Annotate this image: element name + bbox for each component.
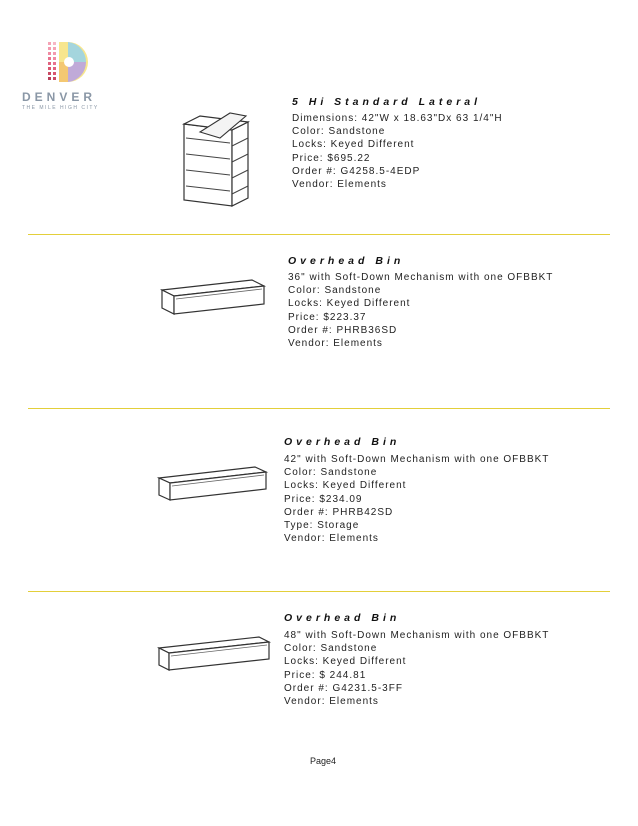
item-vendor: Vendor: Elements bbox=[284, 696, 379, 708]
item-color: Color: Sandstone bbox=[284, 467, 378, 479]
item-vendor: Vendor: Elements bbox=[284, 533, 379, 545]
item-title: 5 Hi Standard Lateral bbox=[292, 96, 482, 108]
item-locks: Locks: Keyed Different bbox=[288, 298, 411, 310]
page-number: Page4 bbox=[310, 756, 337, 766]
item-color: Color: Sandstone bbox=[284, 643, 378, 655]
section-divider bbox=[28, 591, 610, 592]
section-divider bbox=[28, 408, 610, 409]
item-order-number: Order #: PHRB42SD bbox=[284, 506, 394, 518]
item-order-number: Order #: PHRB36SD bbox=[288, 324, 398, 336]
item-vendor: Vendor: Elements bbox=[288, 338, 383, 350]
item-description: 48" with Soft-Down Mechanism with one OFBBKT bbox=[284, 630, 550, 641]
item-locks: Locks: Keyed Different bbox=[284, 656, 407, 668]
item-price: Price: $223.37 bbox=[288, 311, 367, 323]
section-divider bbox=[28, 234, 610, 235]
lateral-file-cabinet-image bbox=[180, 108, 252, 210]
overhead-bin-image bbox=[158, 276, 268, 318]
item-description: 36" with Soft-Down Mechanism with one OFBBKT bbox=[288, 272, 554, 283]
logo-tagline: THE MILE HIGH CITY bbox=[22, 105, 99, 111]
item-type: Type: Storage bbox=[284, 520, 360, 532]
item-details bbox=[284, 629, 549, 708]
item-dimensions: Dimensions: 42"W x 18.63"Dx 63 1/4"H bbox=[292, 113, 503, 124]
item-vendor: Vendor: Elements bbox=[292, 179, 387, 191]
item-description: 42" with Soft-Down Mechanism with one OFBBKT bbox=[284, 454, 550, 465]
overhead-bin-image bbox=[155, 632, 273, 674]
item-locks: Locks: Keyed Different bbox=[284, 480, 407, 492]
item-order-number: Order #: G4231.5-3FF bbox=[284, 682, 403, 694]
item-details bbox=[288, 271, 553, 350]
denver-logo bbox=[22, 38, 112, 118]
logo-wordmark: DENVER bbox=[22, 90, 97, 104]
overhead-bin-image bbox=[155, 462, 270, 504]
item-order-number: Order #: G4258.5-4EDP bbox=[292, 165, 421, 177]
item-color: Color: Sandstone bbox=[292, 126, 386, 138]
item-locks: Locks: Keyed Different bbox=[292, 139, 415, 151]
denver-d-mark-icon bbox=[42, 38, 90, 86]
item-color: Color: Sandstone bbox=[288, 285, 382, 297]
item-price: Price: $695.22 bbox=[292, 152, 371, 164]
item-details bbox=[284, 453, 549, 545]
item-details bbox=[292, 112, 503, 191]
item-price: Price: $234.09 bbox=[284, 493, 363, 505]
item-price: Price: $ 244.81 bbox=[284, 669, 367, 681]
item-title: Overhead Bin bbox=[288, 255, 405, 267]
item-title: Overhead Bin bbox=[284, 436, 401, 448]
item-title: Overhead Bin bbox=[284, 612, 401, 624]
